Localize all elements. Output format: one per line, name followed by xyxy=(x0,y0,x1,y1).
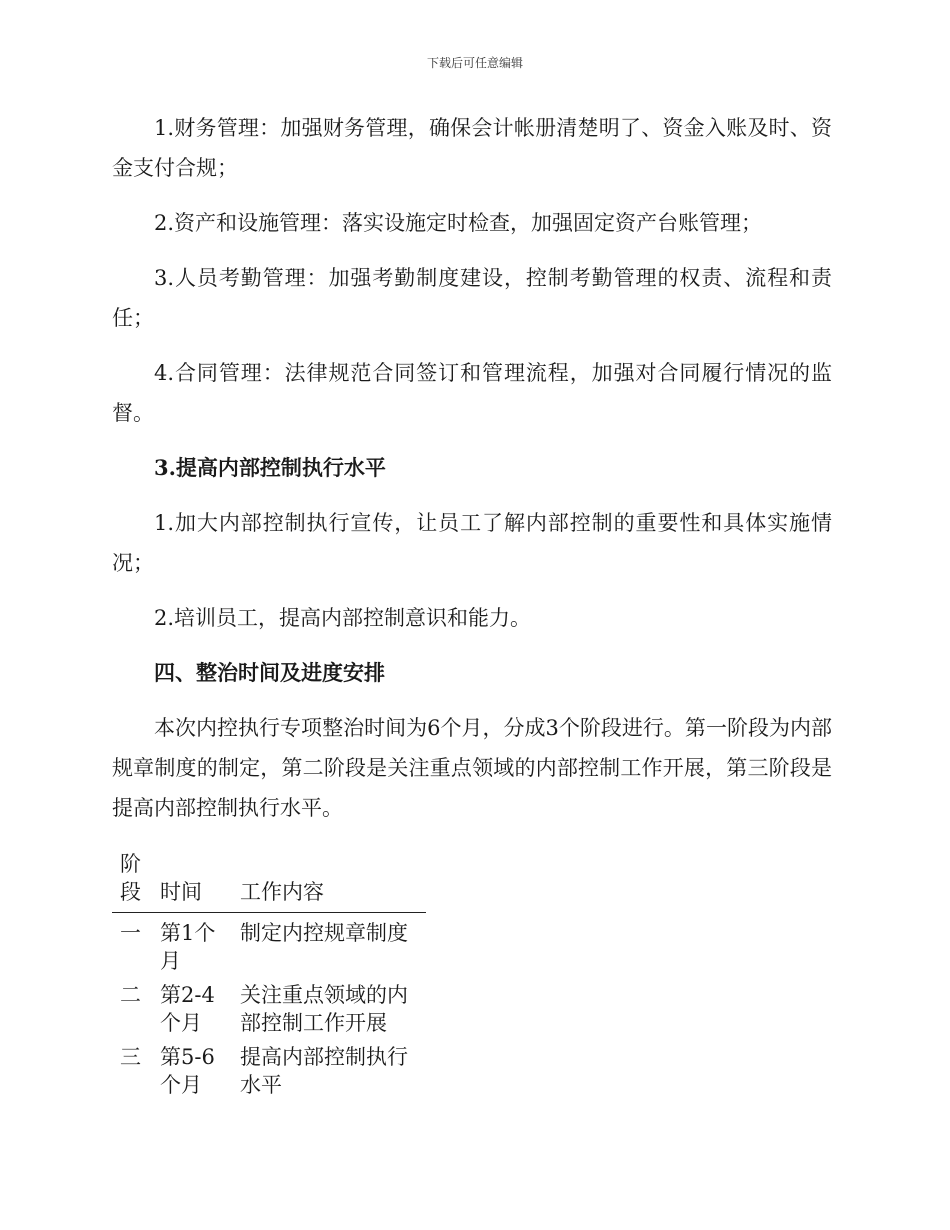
cell-work-content: 制定内控规章制度 xyxy=(240,921,408,945)
document-body xyxy=(112,108,832,1105)
table-row xyxy=(112,1043,426,1105)
cell-stage: 三 xyxy=(120,1045,141,1069)
paragraph-financial-management: 1.财务管理：加强财务管理，确保会计帐册清楚明了、资金入账及时、资金支付合规； xyxy=(112,116,832,180)
cell-stage: 一 xyxy=(120,921,141,945)
table-row xyxy=(112,981,426,1043)
page-header: 下载后可任意编辑 xyxy=(426,56,523,70)
section-heading-internal-control: 3.提高内部控制执行水平 xyxy=(154,455,386,480)
schedule-table xyxy=(112,850,426,1105)
header-time: 时间 xyxy=(160,880,202,904)
cell-work-content: 提高内部控制执行水平 xyxy=(240,1045,408,1097)
paragraph-contract-management: 4.合同管理：法律规范合同签订和管理流程，加强对合同履行情况的监督。 xyxy=(112,361,832,425)
paragraph-training: 2.培训员工，提高内部控制意识和能力。 xyxy=(154,606,532,630)
header-work-content: 工作内容 xyxy=(240,880,324,904)
paragraph-schedule-summary: 本次内控执行专项整治时间为6个月，分成3个阶段进行。第一阶段为内部规章制度的制定，第二阶段是关注重点领域的内部控制工作开展，第三阶段是提高内部控制执行水平。 xyxy=(112,716,832,820)
cell-stage: 二 xyxy=(120,983,141,1007)
table-header-row xyxy=(112,850,426,913)
cell-time: 第1个月 xyxy=(160,921,216,973)
cell-time: 第5-6个月 xyxy=(160,1045,215,1097)
cell-time: 第2-4个月 xyxy=(160,983,215,1035)
paragraph-attendance-management: 3.人员考勤管理：加强考勤制度建设，控制考勤管理的权责、流程和责任； xyxy=(112,266,832,330)
section-heading-schedule: 四、整治时间及进度安排 xyxy=(154,660,385,685)
cell-work-content: 关注重点领域的内部控制工作开展 xyxy=(240,983,408,1035)
header-stage: 阶段 xyxy=(120,852,141,904)
paragraph-asset-management: 2.资产和设施管理：落实设施定时检查，加强固定资产台账管理； xyxy=(154,211,763,235)
table-row xyxy=(112,913,426,982)
paragraph-publicity: 1.加大内部控制执行宣传，让员工了解内部控制的重要性和具体实施情况； xyxy=(112,511,832,575)
